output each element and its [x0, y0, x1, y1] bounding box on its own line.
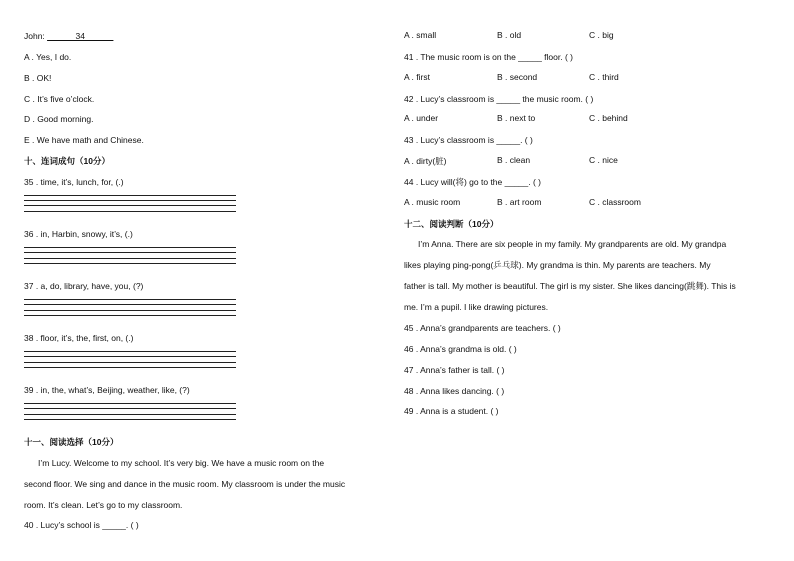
writing-line [24, 408, 236, 409]
writing-line [24, 195, 236, 196]
writing-line [24, 205, 236, 206]
writing-line [24, 258, 236, 259]
dialog-speaker: John: [24, 31, 48, 41]
writing-line [24, 211, 236, 212]
passage1-line-1: I’m Lucy. Welcome to my school. It’s very big. We have a music room on the [38, 458, 325, 468]
section-12-title: 十二、阅读判断（10分） [404, 219, 499, 229]
judgment-45: 45 . Anna’s grandparents are teachers. ( ) [404, 323, 561, 333]
passage1-line-2: second floor. We sing and dance in the music room. My classroom is under the music [24, 479, 346, 489]
answer-option-e: E . We have math and Chinese. [24, 135, 144, 145]
q40-option-c: C . big [589, 30, 614, 40]
judgment-49: 49 . Anna is a student. ( ) [404, 406, 499, 416]
answer-option-b: B . OK! [24, 73, 52, 83]
q41-option-c: C . third [589, 72, 619, 82]
answer-option-d: D . Good morning. [24, 114, 94, 124]
dialog-line [24, 30, 113, 42]
writing-line [24, 263, 236, 264]
judgment-46: 46 . Anna’s grandma is old. ( ) [404, 344, 517, 354]
q42-option-b: B . next to [497, 113, 536, 123]
writing-line [24, 362, 236, 363]
question-41: 41 . The music room is on the _____ floor. ( ) [404, 52, 573, 62]
writing-line [24, 356, 236, 357]
q44-option-b: B . art room [497, 197, 542, 207]
q44-option-c: C . classroom [589, 197, 641, 207]
question-43: 43 . Lucy’s classroom is _____. ( ) [404, 135, 533, 145]
judgment-48: 48 . Anna likes dancing. ( ) [404, 386, 505, 396]
passage2-line-4: me. I’m a pupil. I like drawing pictures. [404, 302, 549, 312]
writing-line [24, 299, 236, 300]
q40-option-b: B . old [497, 30, 522, 40]
q41-option-a: A . first [404, 72, 430, 82]
sentence-item-39: 39 . in, the, what’s, Beijing, weather, like, (?) [24, 385, 190, 395]
dialog-blank: ______34______ [47, 31, 114, 41]
writing-line [24, 367, 236, 368]
section-11-title: 十一、阅读选择（10分） [24, 437, 119, 447]
answer-option-c: C . It’s five o’clock. [24, 94, 95, 104]
q43-option-c: C . nice [589, 155, 618, 165]
sentence-item-35: 35 . time, it’s, lunch, for, (.) [24, 177, 124, 187]
q42-option-c: C . behind [589, 113, 628, 123]
writing-line [24, 252, 236, 253]
answer-option-a: A . Yes, I do. [24, 52, 72, 62]
q44-option-a: A . music room [404, 197, 461, 207]
sentence-item-36: 36 . in, Harbin, snowy, it’s, (.) [24, 229, 133, 239]
sentence-item-38: 38 . floor, it’s, the, first, on, (.) [24, 333, 134, 343]
passage2-line-1: I’m Anna. There are six people in my family. My grandparents are old. My grandpa [418, 239, 727, 249]
judgment-47: 47 . Anna’s father is tall. ( ) [404, 365, 505, 375]
q40-option-a: A . small [404, 30, 437, 40]
writing-line [24, 247, 236, 248]
q41-option-b: B . second [497, 72, 538, 82]
writing-line [24, 304, 236, 305]
passage1-line-3: room. It’s clean. Let’s go to my classroom. [24, 500, 183, 510]
writing-line [24, 351, 236, 352]
sentence-item-37: 37 . a, do, library, have, you, (?) [24, 281, 144, 291]
question-44: 44 . Lucy will(将) go to the _____. ( ) [404, 177, 542, 187]
passage2-line-2: likes playing ping-pong(乒乓球). My grandma is thin. My parents are teachers. My [404, 260, 711, 270]
writing-line [24, 315, 236, 316]
q43-option-b: B . clean [497, 155, 531, 165]
writing-line [24, 310, 236, 311]
writing-line [24, 200, 236, 201]
writing-line [24, 414, 236, 415]
question-42: 42 . Lucy’s classroom is _____ the music room. ( ) [404, 94, 594, 104]
writing-line [24, 403, 236, 404]
section-10-title: 十、连词成句（10分） [24, 156, 110, 166]
q42-option-a: A . under [404, 113, 439, 123]
question-40: 40 . Lucy’s school is _____. ( ) [24, 520, 139, 530]
writing-line [24, 419, 236, 420]
passage2-line-3: father is tall. My mother is beautiful. The girl is my sister. She likes dancing(跳舞). This is [404, 281, 736, 291]
q43-option-a: A . dirty(脏) [404, 156, 447, 166]
